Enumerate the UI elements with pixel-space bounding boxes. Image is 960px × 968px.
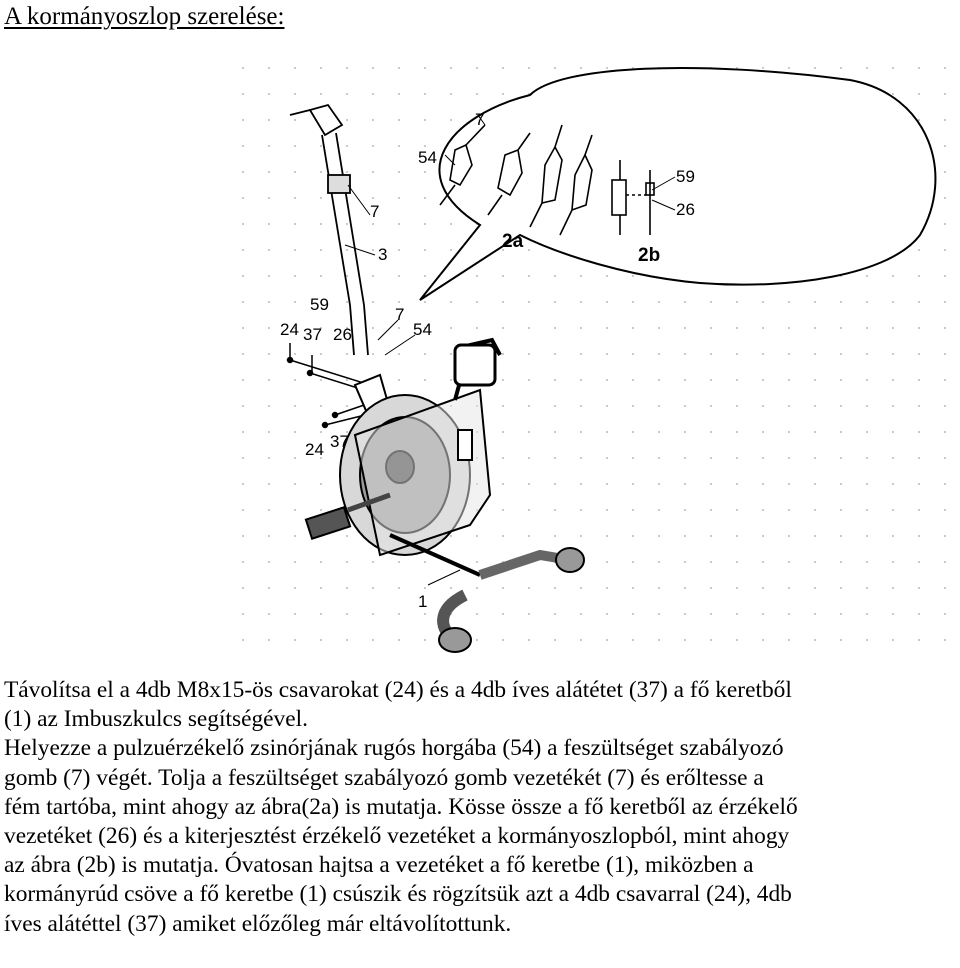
label-7-top: 7 [370, 202, 380, 221]
text-line: az ábra (2b) is mutatja. Óvatosan hajtsa a vezetéket a fő keretbe (1), miközben a [4, 852, 754, 879]
label-26: 26 [333, 325, 352, 344]
label-24-bottom: 24 [305, 440, 324, 459]
bubble-label-26: 26 [676, 200, 695, 219]
label-7-mid: 7 [395, 305, 405, 324]
text-line: íves alátéttel (37) amiket előzőleg már eltávolítottunk. [4, 910, 512, 937]
section-title: A kormányoszlop szerelése: [4, 3, 285, 30]
assembly-diagram [230, 55, 960, 665]
label-54: 54 [413, 320, 432, 339]
text-line: Helyezze a pulzuérzékelő zsinórjának rugós horgába (54) a feszültséget szabályozó [4, 735, 784, 762]
bubble-label-7: 7 [475, 110, 485, 129]
bubble-label-2b: 2b [638, 245, 661, 266]
instruction-text [4, 676, 958, 939]
text-line: kormányrúd csöve a fő keretbe (1) csúszik és rögzítsük azt a 4db csavarral (24), 4db [4, 881, 792, 908]
bubble-label-59: 59 [676, 167, 695, 186]
bubble-label-2a: 2a [502, 231, 524, 252]
text-line: Távolítsa el a 4db M8x15-ös csavarokat (24) és a 4db íves alátétet (37) a fő keretből [4, 677, 792, 703]
exercise-bike-drawing [230, 55, 960, 665]
label-37-bottom: 37 [330, 432, 349, 451]
text-line: fém tartóba, mint ahogy az ábra(2a) is mutatja. Kösse össze a fő keretből az érzékelő [4, 793, 798, 820]
text-line: (1) az Imbuszkulcs segítségével. [4, 706, 308, 733]
label-1: 1 [418, 592, 428, 611]
label-37-top: 37 [303, 325, 322, 344]
text-line: gomb (7) végét. Tolja a feszültséget szabályozó gomb vezetékét (7) és erőltesse a [4, 764, 764, 791]
bubble-label-54: 54 [418, 148, 437, 167]
label-24-top: 24 [280, 320, 299, 339]
text-line: vezetéket (26) és a kiterjesztést érzékelő vezetéket a kormányoszlopból, mint ahogy [4, 823, 790, 850]
label-3: 3 [378, 245, 388, 264]
label-59: 59 [310, 295, 329, 314]
